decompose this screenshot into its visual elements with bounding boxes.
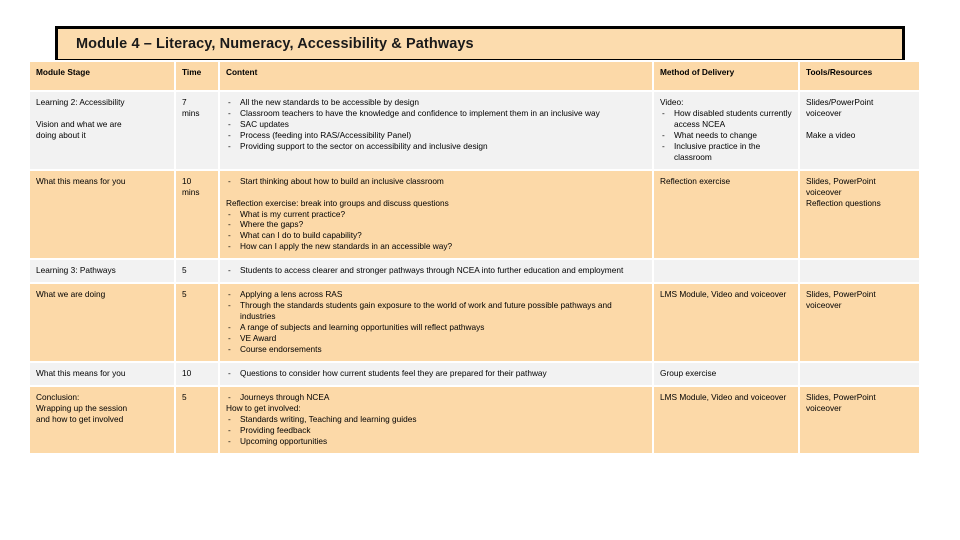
cell-content (220, 260, 652, 282)
time-line: 5 (182, 391, 187, 402)
module-stage-line: doing about it (36, 129, 86, 140)
table-header (30, 62, 919, 90)
content-subbullet-item: - How can I apply the new standards in an accessible way? (226, 241, 646, 252)
table-row (30, 363, 919, 385)
content-bullet-item: - Providing support to the sector on accessibility and inclusive design (226, 141, 646, 152)
content-bullet-item: - Start thinking about how to build an inclusive classroom (226, 176, 646, 187)
slide-title-banner (55, 26, 905, 62)
content-intro: Reflection exercise: break into groups and discuss questions (226, 197, 449, 208)
cell-method-of-delivery (654, 260, 798, 282)
cell-tools-resources (800, 260, 919, 282)
content-bullet-item: - Through the standards students gain exposure to the world of work and future possible pathways and industries (226, 300, 646, 322)
cell-module-stage (30, 171, 174, 259)
content-subbullet-list (226, 209, 646, 253)
tools-line: Make a video (806, 129, 856, 140)
column-header-module-stage: Module Stage (30, 62, 174, 90)
content-bullet-list (226, 289, 646, 355)
cell-method-of-delivery (654, 92, 798, 169)
cell-content (220, 92, 652, 169)
method-bullet-item: - What needs to change (660, 130, 792, 141)
tools-line: Slides/PowerPoint (806, 97, 874, 107)
method-text: LMS Module, Video and voiceover (660, 289, 787, 300)
time-line: 5 (182, 265, 187, 276)
cell-method-of-delivery (654, 171, 798, 259)
table-row (30, 284, 919, 361)
text-spacer (226, 187, 646, 198)
content-bullet-item: - Students to access clearer and stronger pathways through NCEA into further education and employment (226, 265, 646, 276)
content-bullet-list (226, 176, 646, 187)
content-bullet-item: - All the new standards to be accessible by design (226, 97, 646, 108)
time-line: mins (182, 186, 200, 197)
column-header-time: Time (176, 62, 218, 90)
time-line: 5 (182, 289, 187, 300)
cell-tools-resources (800, 387, 919, 453)
time-line: mins (182, 107, 200, 118)
module-stage-line: Conclusion: (36, 391, 80, 402)
content-subbullet-item: - Standards writing, Teaching and learning guides (226, 414, 646, 425)
content-bullet-list (226, 265, 646, 276)
module-stage-line: What we are doing (36, 289, 106, 300)
cell-content (220, 284, 652, 361)
cell-tools-resources (800, 284, 919, 361)
text-spacer (806, 368, 913, 379)
cell-module-stage (30, 363, 174, 385)
column-header-method-of-delivery: Method of Delivery (654, 62, 798, 90)
content-bullet-item: - Journeys through NCEA (226, 392, 646, 403)
cell-time (176, 387, 218, 453)
content-subbullet-item: - Upcoming opportunities (226, 436, 646, 447)
content-subbullet-item: - What can I do to build capability? (226, 230, 646, 241)
content-bullet-list (226, 368, 646, 379)
time-line: 10 (182, 175, 192, 186)
cell-time (176, 260, 218, 282)
tools-line: Slides, PowerPoint (806, 175, 876, 186)
content-bullet-list (226, 97, 646, 152)
method-bullet-item: - Inclusive practice in the classroom (660, 141, 792, 163)
cell-method-of-delivery (654, 284, 798, 361)
module-agenda-table (28, 60, 921, 455)
table-row (30, 92, 919, 169)
cell-method-of-delivery (654, 387, 798, 453)
table-row (30, 260, 919, 282)
content-intro: How to get involved: (226, 402, 301, 413)
tools-line: Slides, PowerPoint (806, 391, 876, 402)
cell-time (176, 363, 218, 385)
tools-line: voiceover (806, 402, 842, 413)
content-subbullet-item: - Providing feedback (226, 425, 646, 436)
module-stage-line: Learning 2: Accessibility (36, 97, 125, 107)
module-stage-line: and how to get involved (36, 413, 124, 424)
method-text: Group exercise (660, 367, 717, 378)
content-bullet-item: - VE Award (226, 333, 646, 344)
page-title: Module 4 – Literacy, Numeracy, Accessibility & Pathways (76, 36, 474, 52)
content-subbullet-item: - What is my current practice? (226, 209, 646, 220)
column-header-content: Content (220, 62, 652, 90)
module-stage-line: Learning 3: Pathways (36, 265, 116, 276)
content-bullet-item: - SAC updates (226, 119, 646, 130)
time-line: 10 (182, 367, 192, 378)
method-bullet-list (660, 108, 792, 163)
content-bullet-item: - A range of subjects and learning opportunities will reflect pathways (226, 322, 646, 333)
tools-line: voiceover (806, 186, 842, 197)
cell-tools-resources (800, 92, 919, 169)
table-row (30, 171, 919, 259)
content-subbullet-item: - Where the gaps? (226, 219, 646, 230)
content-subbullet-list (226, 414, 646, 447)
time-line: 7 (182, 97, 187, 107)
cell-module-stage (30, 92, 174, 169)
tools-line: voiceover (806, 300, 842, 311)
method-intro: Video: (660, 97, 684, 107)
cell-module-stage (30, 260, 174, 282)
module-stage-line: What this means for you (36, 175, 126, 186)
cell-time (176, 171, 218, 259)
text-spacer (806, 119, 913, 130)
module-stage-line: Vision and what we are (36, 118, 122, 129)
module-stage-line: Wrapping up the session (36, 402, 128, 413)
cell-content (220, 387, 652, 453)
content-bullet-item: - Questions to consider how current students feel they are prepared for their pathway (226, 368, 646, 379)
method-bullet-item: - How disabled students currently access NCEA (660, 108, 792, 130)
cell-time (176, 92, 218, 169)
cell-tools-resources (800, 171, 919, 259)
method-text: Reflection exercise (660, 175, 731, 186)
cell-tools-resources (800, 363, 919, 385)
content-bullet-item: - Classroom teachers to have the knowledge and confidence to implement them in an inclusive way (226, 108, 646, 119)
cell-module-stage (30, 387, 174, 453)
cell-content (220, 171, 652, 259)
content-bullet-item: - Course endorsements (226, 344, 646, 355)
table-row (30, 387, 919, 453)
text-spacer (36, 108, 168, 119)
table-header-row (30, 62, 919, 90)
cell-content (220, 363, 652, 385)
cell-method-of-delivery (654, 363, 798, 385)
content-bullet-list (226, 392, 646, 403)
tools-line: voiceover (806, 107, 842, 118)
cell-time (176, 284, 218, 361)
table-body (30, 92, 919, 453)
text-spacer (806, 265, 913, 276)
tools-line: Slides, PowerPoint (806, 289, 876, 300)
cell-module-stage (30, 284, 174, 361)
module-stage-line: What this means for you (36, 367, 126, 378)
column-header-tools-resources: Tools/Resources (800, 62, 919, 90)
method-text: LMS Module, Video and voiceover (660, 391, 787, 402)
tools-line: Reflection questions (806, 197, 881, 208)
content-bullet-item: - Process (feeding into RAS/Accessibility Panel) (226, 130, 646, 141)
content-bullet-item: - Applying a lens across RAS (226, 289, 646, 300)
